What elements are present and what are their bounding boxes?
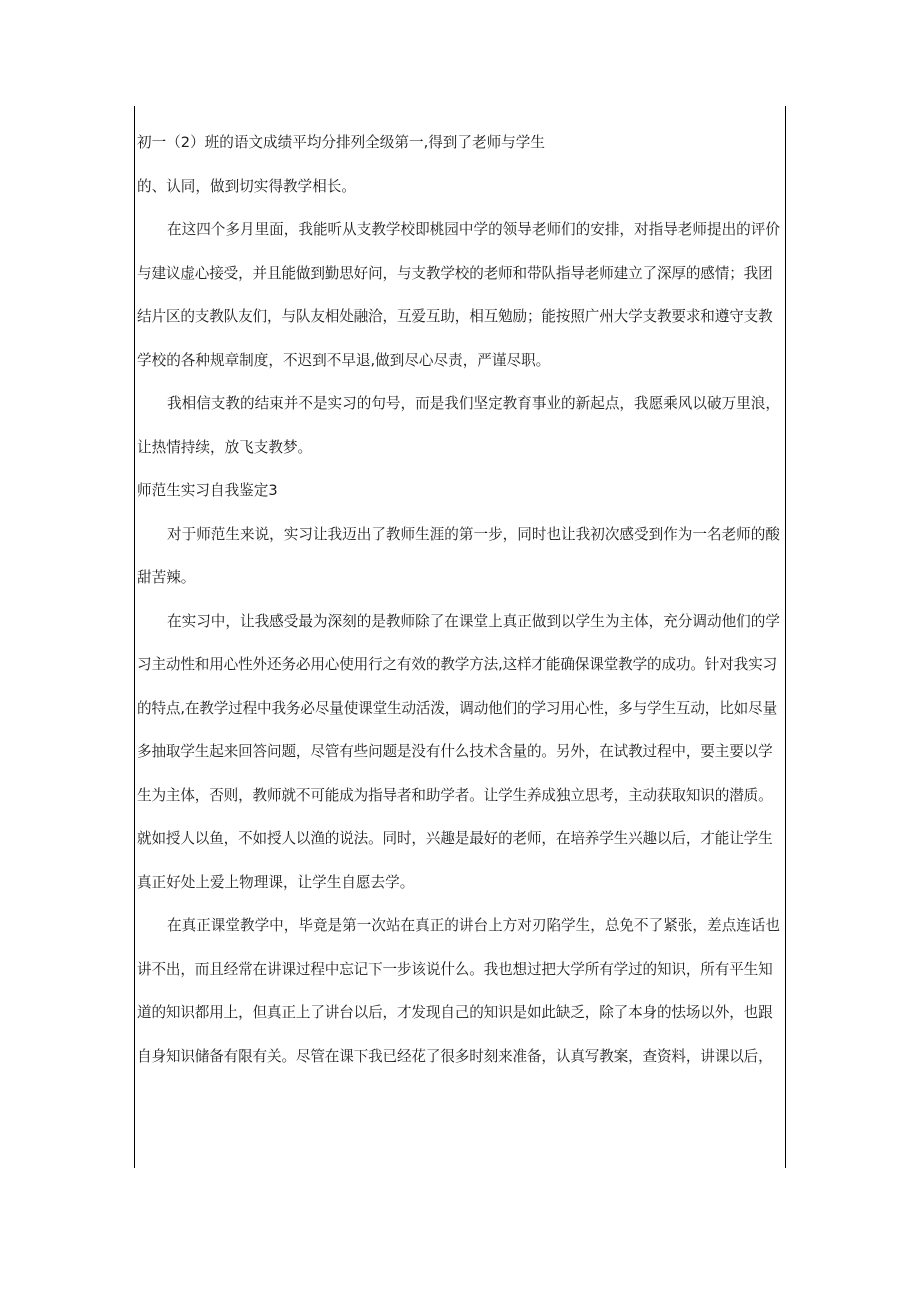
text-line: 的特点,在教学过程中我务必尽量使课堂生动活泼，调动他们的学习用心性，多与学生互动，比如尽量 [137, 699, 778, 717]
text-line: 多抽取学生起来回答问题，尽管有些问题是没有什么技术含量的。另外，在试教过程中，要主要以学 [137, 743, 773, 760]
paragraph-start-line: 对于师范生来说，实习让我迈出了教师生涯的第一步，同时也让我初次感受到作为一名老师的酸 [167, 525, 780, 543]
text-line: 与建议虚心接受，并且能做到勤思好问，与支教学校的老师和带队指导老师建立了深厚的感情；我团 [137, 264, 773, 282]
text-line: 甜苦辣。 [137, 569, 196, 586]
text-line: 的、认同，做到切实得教学相长。 [137, 177, 356, 195]
right-border-line [785, 106, 786, 1168]
text-line: 结片区的支教队友们，与队友相处融洽，互爱互助，相互勉励；能按照广州大学支教要求和遵守支教 [137, 308, 773, 325]
text-line: 学校的各种规章制度，不迟到不早退,做到尽心尽责，严谨尽职。 [137, 351, 551, 369]
text-line: 自身知识储备有限有关。尽管在课下我已经花了很多时刻来准备，认真写教案，查资料，讲课以后， [137, 1047, 773, 1065]
text-line: 讲不出，而且经常在讲课过程中忘记下一步该说什么。我也想过把大学所有学过的知识，所有平生知 [137, 960, 773, 978]
text-line: 让热情持续，放飞支教梦。 [137, 438, 313, 456]
text-line: 初一（2）班的语文成绩平均分排列全级第一,得到了老师与学生 [137, 134, 545, 151]
left-border-line [134, 106, 135, 1168]
text-line: 真正好处上爱上物理课，让学生自愿去学。 [137, 873, 415, 891]
paragraph-start-line: 在这四个多月里面，我能听从支教学校即桃园中学的领导老师们的安排，对指导老师提出的评价 [167, 221, 780, 238]
text-line: 就如授人以鱼，不如授人以渔的说法。同时，兴趣是最好的老师，在培养学生兴趣以后，才能让学生 [137, 830, 773, 847]
document-body [137, 121, 783, 1078]
paragraph-start-line: 我相信支教的结束并不是实习的句号，而是我们坚定教育事业的新起点，我愿乘风以破万里浪， [167, 395, 780, 412]
paragraph-start-line: 在实习中，让我感受最为深刻的是教师除了在课堂上真正做到以学生为主体，充分调动他们的学 [167, 612, 780, 630]
paragraph-start-line: 在真正课堂教学中，毕竟是第一次站在真正的讲台上方对刃陷学生，总免不了紧张，差点连话也 [167, 917, 780, 934]
text-line: 习主动性和用心性外还务必用心使用行之有效的教学方法,这样才能确保课堂教学的成功。针对我实习 [137, 656, 778, 673]
text-line: 生为主体，否则，教师就不可能成为指导者和助学者。让学生养成独立思考，主动获取知识的潜质。 [137, 786, 773, 804]
text-line: 道的知识都用上，但真正上了讲台以后，才发现自己的知识是如此缺乏，除了本身的怯场以外，也跟 [137, 1004, 773, 1021]
section-heading: 师范生实习自我鉴定3 [137, 482, 278, 499]
